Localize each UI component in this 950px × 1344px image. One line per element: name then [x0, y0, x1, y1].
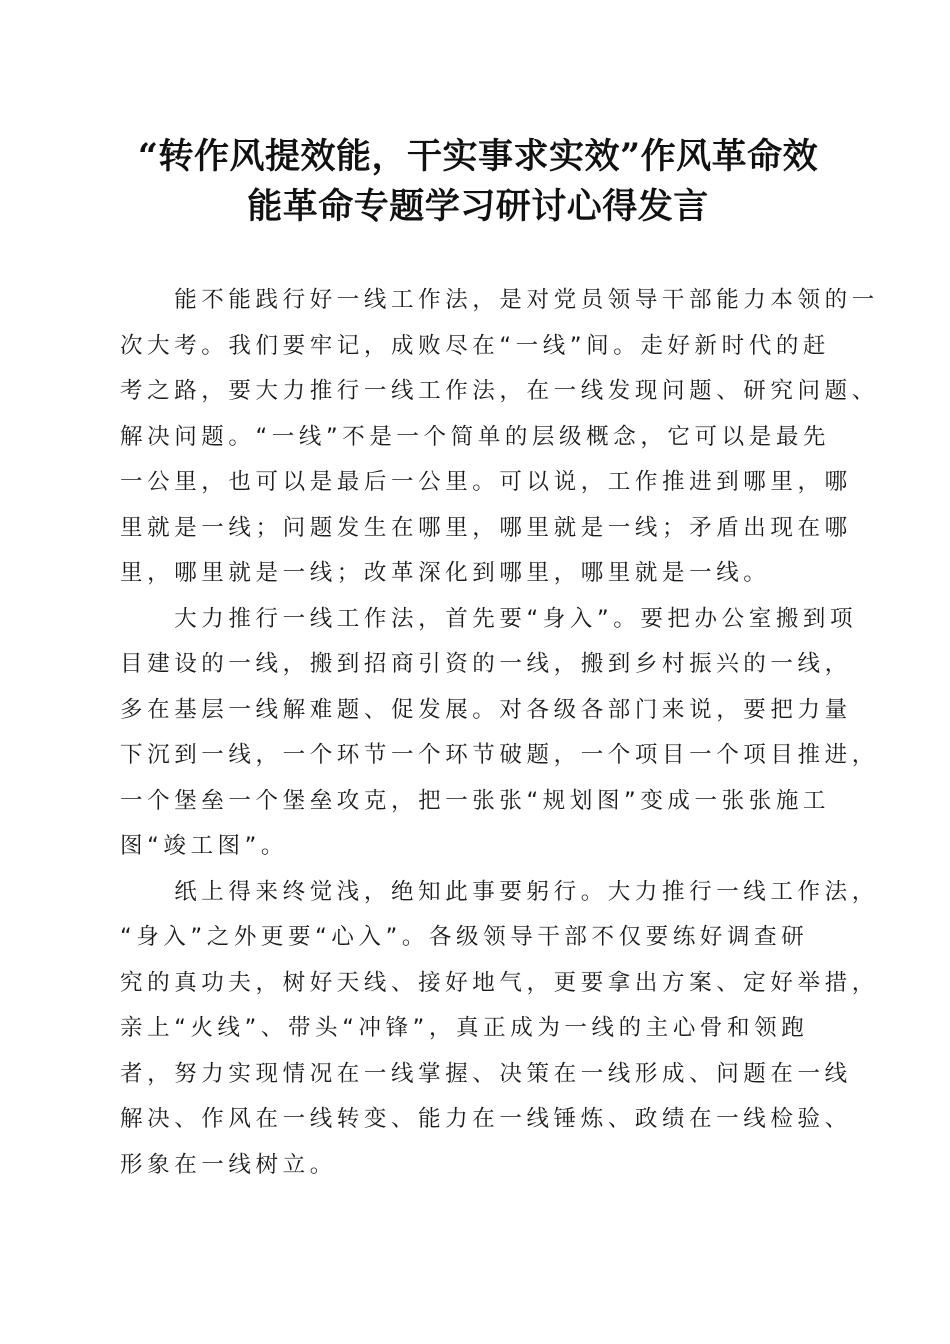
text-line: 里就是一线；问题发生在哪里，哪里就是一线；矛盾出现在哪 — [120, 514, 852, 541]
paragraph-3 — [120, 870, 879, 1189]
text-line: 究的真功夫，树好天线、接好地气，更要拿出方案、定好举措， — [120, 969, 879, 996]
title-line: 能革命专题学习研讨心得发言 — [247, 186, 709, 227]
text-line: 解决、作风在一线转变、能力在一线锤炼、政绩在一线检验、 — [120, 1106, 852, 1132]
text-line: 一公里，也可以是最后一公里。可以说，工作推进到哪里，哪 — [120, 469, 852, 495]
text-line: 目建设的一线，搬到招商引资的一线，搬到乡村振兴的一线， — [120, 651, 852, 677]
document-title — [118, 132, 838, 232]
text-line: 能不能践行好一线工作法，是对党员领导干部能力本领的一 — [120, 287, 879, 313]
text-line: 考之路，要大力推行一线工作法，在一线发现问题、研究问题、 — [120, 378, 879, 404]
text-line: 者，努力实现情况在一线掌握、决策在一线形成、问题在一线 — [120, 1060, 852, 1087]
text-line: 里，哪里就是一线；改革深化到哪里，哪里就是一线。 — [120, 560, 771, 586]
text-line: 一个堡垒一个堡垒攻克，把一张张“规划图”变成一张张施工 — [120, 787, 831, 814]
text-line: 形象在一线树立。 — [120, 1151, 337, 1178]
paragraph-2 — [120, 597, 879, 870]
text-line: 下沉到一线，一个环节一个环节破题，一个项目一个项目推进， — [120, 742, 879, 768]
title-line: “转作风提效能，干实事求实效”作风革命效 — [137, 136, 819, 177]
paragraph-1 — [120, 278, 879, 597]
text-line: 纸上得来终觉浅，绝知此事要躬行。大力推行一线工作法， — [120, 878, 879, 905]
document-body — [120, 278, 879, 1188]
text-line: 图“竣工图”。 — [120, 833, 289, 859]
text-line: “身入”之外更要“心入”。各级领导干部不仅要练好调查研 — [120, 924, 809, 950]
text-line: 解决问题。“一线”不是一个简单的层级概念，它可以是最先 — [120, 423, 831, 450]
text-line: 次大考。我们要牢记，成败尽在“一线”间。走好新时代的赶 — [120, 332, 831, 359]
text-line: 多在基层一线解难题、促发展。对各级各部门来说，要把力量 — [120, 696, 852, 723]
text-line: 亲上“火线”、带头“冲锋”，真正成为一线的主心骨和领跑 — [120, 1015, 809, 1041]
text-line: 大力推行一线工作法，首先要“身入”。要把办公室搬到项 — [120, 605, 858, 632]
